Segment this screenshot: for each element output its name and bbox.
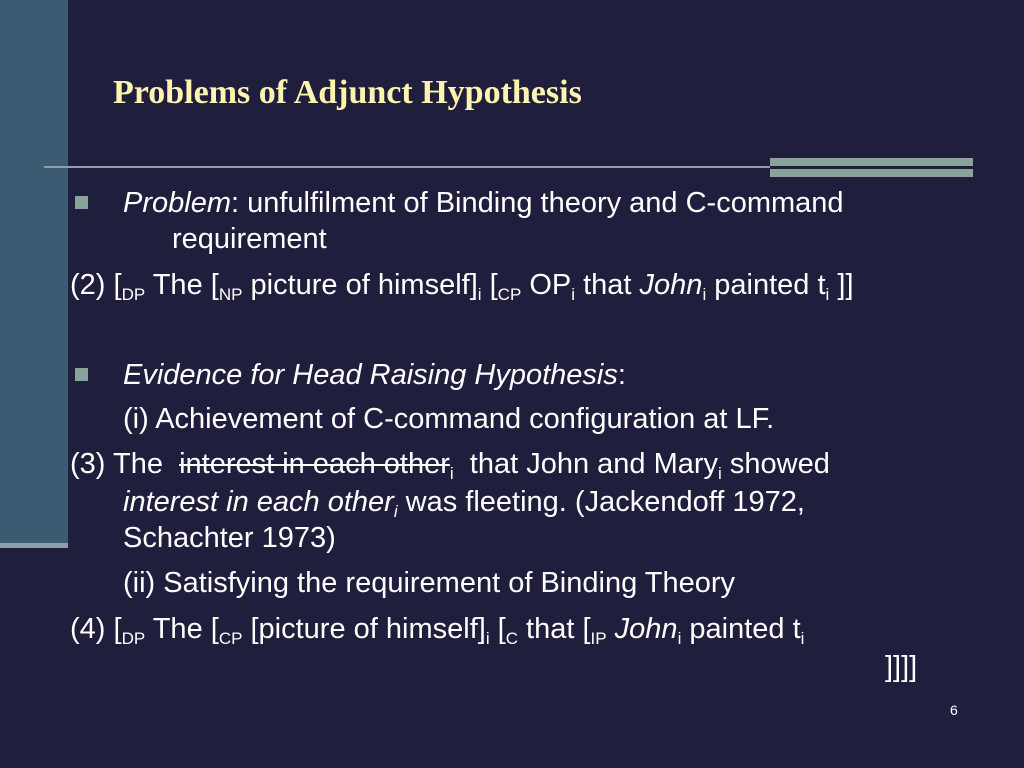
ex2-text: picture of himself] <box>242 269 478 301</box>
evidence-bullet-line <box>123 358 626 392</box>
example-4 <box>70 612 804 646</box>
evidence-colon: : <box>617 359 626 391</box>
ex2-john: John <box>639 269 703 301</box>
evidence-sub-1: (i) Achievement of C-command configuration at LF. <box>123 403 775 435</box>
ex2-index: i <box>825 285 830 304</box>
ex3-text: was fleeting. (Jackendoff 1972, <box>397 486 805 518</box>
ex3-text: (3) The <box>70 448 180 480</box>
ex4-text: painted t <box>681 613 801 645</box>
evidence-lead: Evidence for Head Raising Hypothesis <box>123 359 618 391</box>
example-2 <box>70 268 854 302</box>
ex3-text: that John and Mary <box>453 448 719 480</box>
page-number: 6 <box>950 702 958 718</box>
example-3-line-3: Schachter 1973) <box>123 522 336 554</box>
ex4-index: i <box>485 629 490 648</box>
problem-lead: Problem <box>123 187 231 219</box>
problem-text: unfulfilment of Binding theory and C-command <box>239 187 844 219</box>
ex2-cp-label: CP <box>497 285 522 304</box>
ex2-np-label: NP <box>218 285 243 304</box>
ex3-index: i <box>449 464 454 483</box>
slide-title: Problems of Adjunct Hypothesis <box>113 74 582 111</box>
evidence-sub-2: (ii) Satisfying the requirement of Binding Theory <box>123 567 735 599</box>
ex4-c-label: C <box>505 629 518 648</box>
ex2-text: (2) [ <box>70 269 122 301</box>
ex2-dp-label: DP <box>121 285 146 304</box>
ex2-text: that <box>575 269 640 301</box>
title-divider <box>44 166 770 168</box>
example-4-closing: ]]]] <box>885 651 918 683</box>
ex4-text <box>607 613 615 645</box>
ex4-index: i <box>800 629 805 648</box>
ex2-text: ]] <box>829 269 854 301</box>
ex4-john: John <box>614 613 678 645</box>
example-3-line-2 <box>123 485 805 519</box>
ex4-dp-label: DP <box>121 629 146 648</box>
ex4-text: [ <box>489 613 506 645</box>
divider-accent-gap <box>770 166 973 169</box>
ex2-index: i <box>702 285 707 304</box>
problem-continuation: requirement <box>172 223 327 255</box>
ex2-index: i <box>477 285 482 304</box>
problem-bullet-line <box>123 186 844 220</box>
ex3-struck-phrase: interest in each other <box>179 448 450 480</box>
ex3-index: i <box>718 464 722 483</box>
ex2-text: painted t <box>706 269 826 301</box>
ex2-text: OP <box>521 269 572 301</box>
bullet-square-icon <box>75 196 88 209</box>
ex2-index: i <box>571 285 576 304</box>
ex3-italic-phrase: interest in each other <box>123 486 394 518</box>
ex4-text: (4) [ <box>70 613 122 645</box>
ex2-text: The [ <box>145 269 219 301</box>
ex2-text: [ <box>481 269 498 301</box>
problem-colon: : <box>231 187 240 219</box>
ex4-index: i <box>677 629 682 648</box>
example-3-line-1 <box>70 447 830 481</box>
bullet-square-icon <box>75 368 88 381</box>
ex3-index: i <box>393 502 398 521</box>
ex4-text: [picture of himself] <box>242 613 486 645</box>
ex4-cp-label: CP <box>218 629 243 648</box>
ex4-ip-label: IP <box>590 629 607 648</box>
ex4-text: that [ <box>518 613 591 645</box>
left-sidebar-edge <box>0 543 68 548</box>
ex4-text: The [ <box>145 613 219 645</box>
left-sidebar-bar <box>0 0 68 547</box>
ex3-text: showed <box>721 448 830 480</box>
